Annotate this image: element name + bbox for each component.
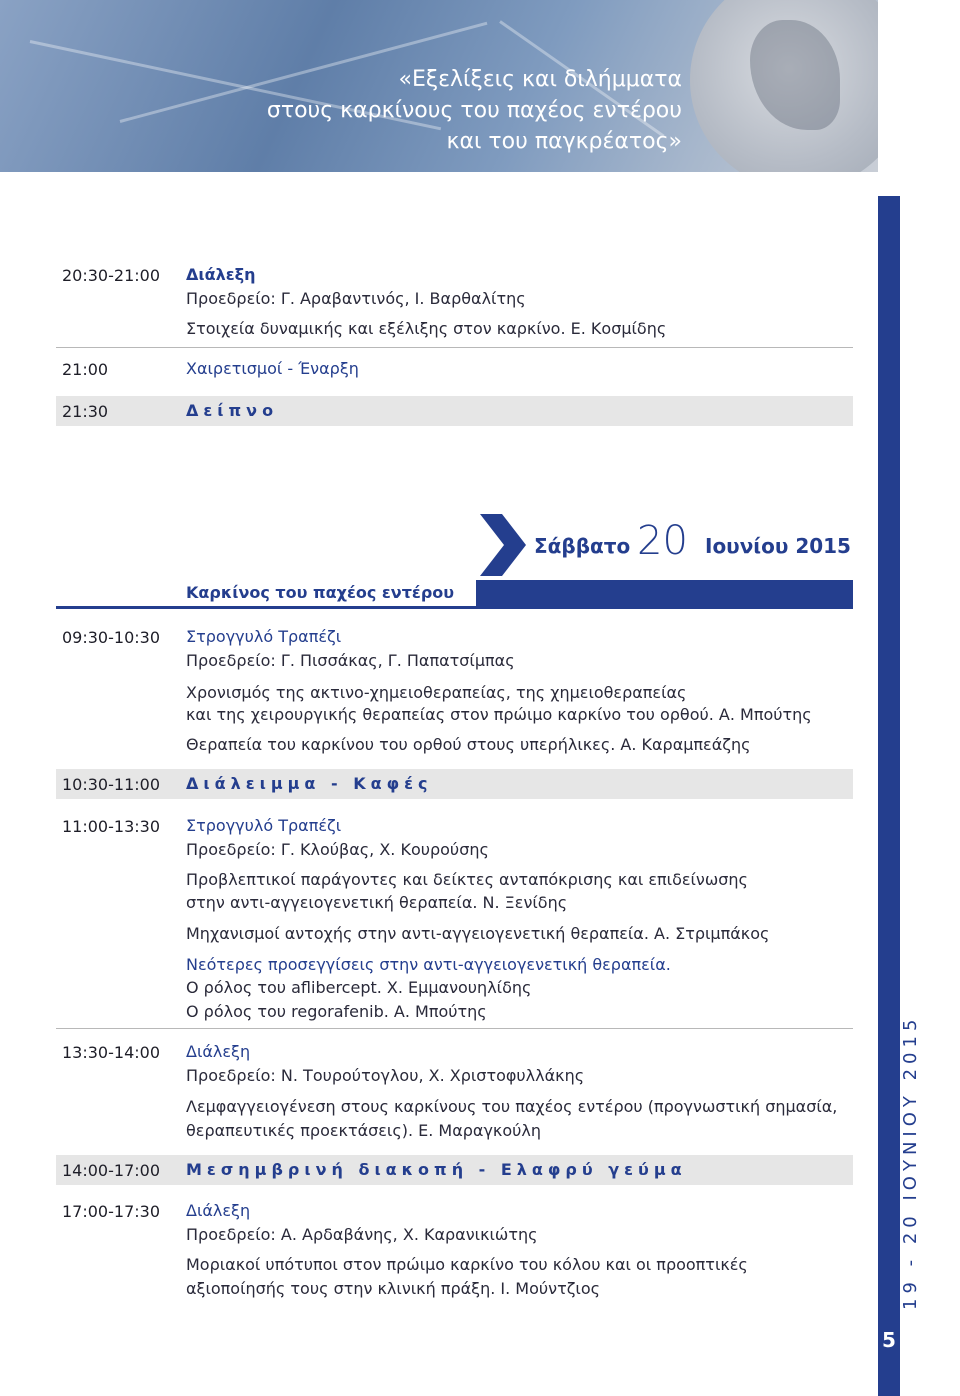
session-title: Διάλεξη [186, 1042, 251, 1061]
break-band [56, 396, 853, 426]
session-title: Στρογγυλό Τραπέζι [186, 816, 342, 835]
talk-line: Προβλεπτικοί παράγοντες και δείκτες ανταπόκρισης και επιδείνωσης [186, 870, 748, 889]
talk-line: Ο ρόλος του regorafenib. Α. Μπούτης [186, 1002, 487, 1021]
talk-line: Στοιχεία δυναμικής και εξέλιξης στον καρκίνο. Ε. Κοσμίδης [186, 319, 667, 338]
time-label: 17:00-17:30 [62, 1202, 160, 1221]
title-line: στους καρκίνους του παχέος εντέρου [266, 98, 682, 123]
time-label: 20:30-21:00 [62, 266, 160, 285]
session-chair: Προεδρείο: Ν. Τουρούτογλου, Χ. Χριστοφυλλάκης [186, 1066, 585, 1085]
talk-line: αξιοποίησής τους στην κλινική πράξη. Ι. Μούντζιος [186, 1279, 600, 1298]
section-underline [56, 606, 853, 609]
title-line: «Εξελίξεις και διλήμματα [398, 67, 682, 92]
day-number: 20 [637, 518, 688, 564]
time-label: 13:30-14:00 [62, 1043, 160, 1062]
talk-line: και της χειρουργικής θεραπείας στον πρώιμο καρκίνο του ορθού. Α. Μπούτης [186, 705, 812, 724]
talk-line: Μηχανισμοί αντοχής στην αντι-αγγειογενετική θεραπεία. Α. Στριμπάκος [186, 924, 770, 943]
day-month-year: Ιουνίου 2015 [705, 534, 851, 558]
time-label: 21:00 [62, 360, 109, 379]
session-title: Στρογγυλό Τραπέζι [186, 627, 342, 646]
time-label: 09:30-10:30 [62, 628, 160, 647]
time-label: 11:00-13:30 [62, 817, 160, 836]
session-title: Δείπνο [186, 401, 279, 420]
day-weekday: Σάββατο [534, 534, 631, 558]
time-label: 10:30-11:00 [62, 775, 160, 794]
session-title: Διάλεξη [186, 1201, 251, 1220]
session-chair: Προεδρείο: Γ. Κλούβας, Χ. Κουρούσης [186, 840, 489, 859]
talk-line: Μοριακοί υπότυποι στον πρώιμο καρκίνο του κόλου και οι προοπτικές [186, 1255, 748, 1274]
talk-line: Ο ρόλος του aflibercept. Χ. Εμμανουηλίδης [186, 978, 532, 997]
session-chair: Προεδρείο: Γ. Αραβαντινός, Ι. Βαρθαλίτης [186, 289, 526, 308]
time-label: 21:30 [62, 402, 109, 421]
talk-line: Θεραπεία του καρκίνου του ορθού στους υπερήλικες. Α. Καραμπεάζης [186, 735, 751, 754]
session-title: Διάλειμμα - Καφές [186, 774, 433, 793]
divider [56, 347, 853, 348]
side-strip [878, 196, 900, 1396]
section-title: Καρκίνος του παχέος εντέρου [186, 583, 455, 602]
time-label: 14:00-17:00 [62, 1161, 160, 1180]
break-band [56, 769, 853, 799]
talk-line: στην αντι-αγγειογενετική θεραπεία. Ν. Ξενίδης [186, 893, 568, 912]
talk-line: Λεμφαγγειογένεση στους καρκίνους του παχέος εντέρου (προγνωστική σημασία, [186, 1097, 838, 1116]
divider [56, 1028, 853, 1029]
side-date: 19 - 20 ΙΟΥΝΙΟΥ 2015 [900, 1014, 921, 1310]
chevron-icon [480, 514, 526, 576]
event-title [267, 64, 682, 157]
session-title: Μεσημβρινή διακοπή - Ελαφρύ γεύμα [186, 1160, 687, 1179]
header-banner [0, 0, 878, 172]
session-title: Διάλεξη [186, 265, 256, 284]
talk-line: θεραπευτικές προεκτάσεις). Ε. Μαραγκούλη [186, 1121, 542, 1140]
talk-line: Χρονισμός της ακτινο-χημειοθεραπείας, της χημειοθεραπείας [186, 683, 687, 702]
session-title: Χαιρετισμοί - Έναρξη [186, 359, 359, 378]
talk-line: Νεότερες προσεγγίσεις στην αντι-αγγειογενετική θεραπεία. [186, 955, 671, 974]
page-number: 5 [882, 1328, 896, 1352]
session-chair: Προεδρείο: Γ. Πισσάκας, Γ. Παπατσίμπας [186, 651, 515, 670]
session-chair: Προεδρείο: Α. Αρδαβάνης, Χ. Καρανικιώτης [186, 1225, 538, 1244]
title-line: και του παγκρέατος» [446, 129, 682, 154]
